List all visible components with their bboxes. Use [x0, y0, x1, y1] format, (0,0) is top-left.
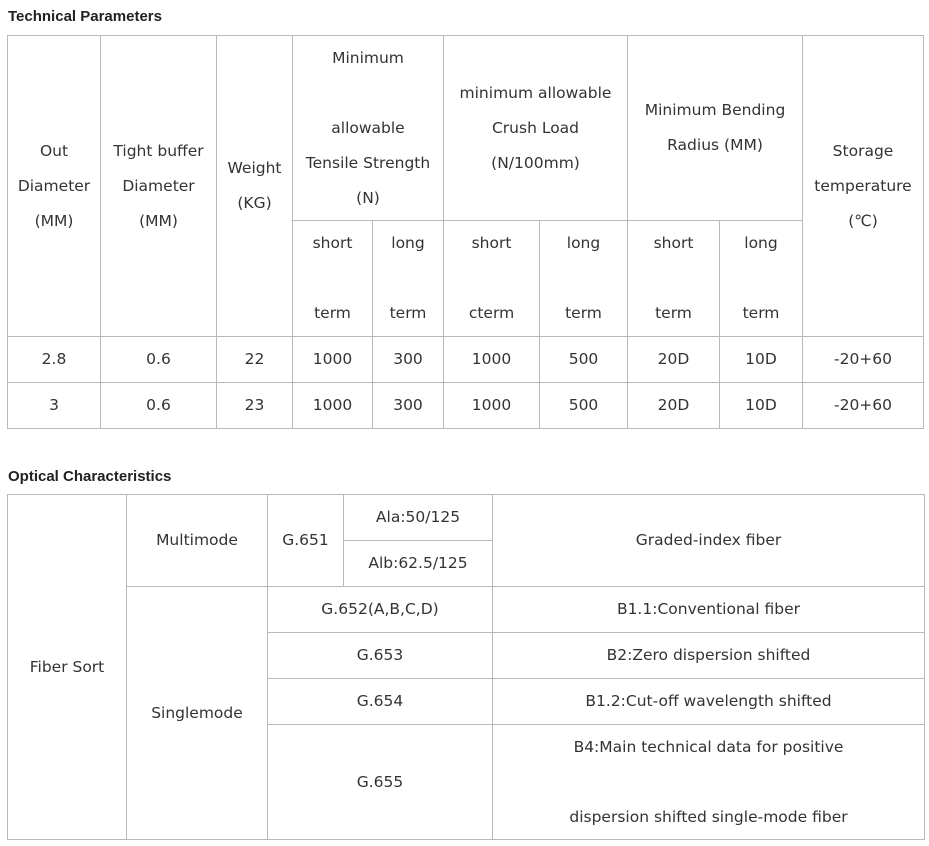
subheader-text: long [566, 234, 601, 252]
table-cell: 20D [628, 383, 720, 429]
optical-characteristics-title: Optical Characteristics [8, 468, 172, 485]
subheader-text: short [312, 234, 353, 252]
table-row [8, 337, 924, 383]
description-text: B4:Main technical data for positive [573, 737, 844, 756]
header-text: (N/100mm) [491, 153, 580, 172]
subheader-text: term [314, 304, 351, 322]
header-text: (MM) [34, 211, 74, 230]
subheader-text: long [744, 234, 778, 252]
header-tight-buffer [101, 36, 217, 337]
table-row [8, 495, 925, 541]
singlemode-standard: G.652(A,B,C,D) [268, 587, 493, 633]
singlemode-description: B2:Zero dispersion shifted [493, 633, 925, 679]
singlemode-label: Singlemode [127, 587, 268, 840]
subheader-spacer [375, 261, 441, 296]
singlemode-standard: G.654 [268, 679, 493, 725]
header-row [8, 36, 924, 221]
header-text: temperature [814, 176, 912, 195]
header-text: Out [39, 141, 69, 160]
subheader-spacer [295, 261, 370, 296]
description-spacer [495, 765, 922, 800]
singlemode-description: B1.1:Conventional fiber [493, 587, 925, 633]
subheader-bending-long [720, 221, 803, 337]
subheader-text: term [655, 304, 692, 322]
multimode-standard: G.651 [268, 495, 344, 587]
header-text: minimum allowable [459, 83, 612, 102]
table-cell: -20+60 [803, 383, 924, 429]
singlemode-description: B1.2:Cut-off wavelength shifted [493, 679, 925, 725]
header-bending-radius [628, 36, 803, 221]
table-cell: 22 [217, 337, 293, 383]
description-text: dispersion shifted single-mode fiber [569, 807, 848, 826]
subheader-text: short [653, 234, 694, 252]
subheader-spacer [630, 261, 717, 296]
subheader-crush-short [444, 221, 540, 337]
table-cell: 300 [373, 383, 444, 429]
table-cell: 1000 [444, 337, 540, 383]
subheader-text: term [742, 304, 780, 322]
multimode-type: Alb:62.5/125 [344, 541, 493, 587]
multimode-label: Multimode [127, 495, 268, 587]
header-text: Crush Load [491, 118, 580, 137]
table-cell: 2.8 [8, 337, 101, 383]
subheader-spacer [542, 261, 625, 296]
singlemode-standard: G.653 [268, 633, 493, 679]
table-cell: 10D [720, 337, 803, 383]
table-cell: 23 [217, 383, 293, 429]
optical-characteristics-table [7, 494, 925, 840]
header-text: Tight buffer [113, 141, 204, 160]
table-cell: 10D [720, 383, 803, 429]
subheader-text: long [391, 234, 425, 252]
singlemode-standard: G.655 [268, 725, 493, 840]
subheader-text: term [565, 304, 602, 322]
header-text: allowable [331, 118, 405, 137]
table-cell: 3 [8, 383, 101, 429]
header-storage-temperature [803, 36, 924, 337]
subheader-tensile-long [373, 221, 444, 337]
table-cell: 1000 [444, 383, 540, 429]
header-text: Diameter [17, 176, 91, 195]
table-row [8, 383, 924, 429]
table-cell: 1000 [293, 337, 373, 383]
header-text: Tensile Strength [305, 153, 431, 172]
header-text: Storage [832, 141, 894, 160]
table-row [8, 587, 925, 633]
header-text: Radius (MM) [667, 136, 763, 154]
subheader-spacer [446, 261, 537, 296]
header-text: (MM) [139, 211, 178, 230]
header-out-diameter [8, 36, 101, 337]
technical-parameters-table [7, 35, 924, 429]
table-cell: 20D [628, 337, 720, 383]
header-text: Weight [227, 159, 282, 177]
table-cell: 1000 [293, 383, 373, 429]
header-text: Minimum [332, 48, 404, 67]
header-text: Minimum Bending [644, 101, 786, 119]
header-text: (KG) [237, 194, 272, 212]
subheader-bending-short [628, 221, 720, 337]
table-cell: -20+60 [803, 337, 924, 383]
multimode-description: Graded-index fiber [493, 495, 925, 587]
technical-parameters-title: Technical Parameters [8, 8, 162, 25]
table-cell: 500 [540, 383, 628, 429]
subheader-spacer [722, 261, 800, 296]
header-tensile-strength [293, 36, 444, 221]
table-cell: 300 [373, 337, 444, 383]
header-text: (℃) [848, 211, 878, 230]
header-text: (N) [356, 188, 380, 207]
subheader-text: short [471, 234, 512, 252]
header-text: Diameter [122, 176, 195, 195]
table-cell: 0.6 [101, 337, 217, 383]
subheader-tensile-short [293, 221, 373, 337]
subheader-crush-long [540, 221, 628, 337]
subheader-text: term [389, 304, 427, 322]
multimode-type: Ala:50/125 [344, 495, 493, 541]
header-spacer [295, 76, 441, 111]
header-weight [217, 36, 293, 337]
fiber-sort-cell: Fiber Sort [8, 495, 127, 840]
table-cell: 500 [540, 337, 628, 383]
singlemode-description [493, 725, 925, 840]
subheader-text: cterm [468, 304, 515, 322]
header-crush-load [444, 36, 628, 221]
table-cell: 0.6 [101, 383, 217, 429]
